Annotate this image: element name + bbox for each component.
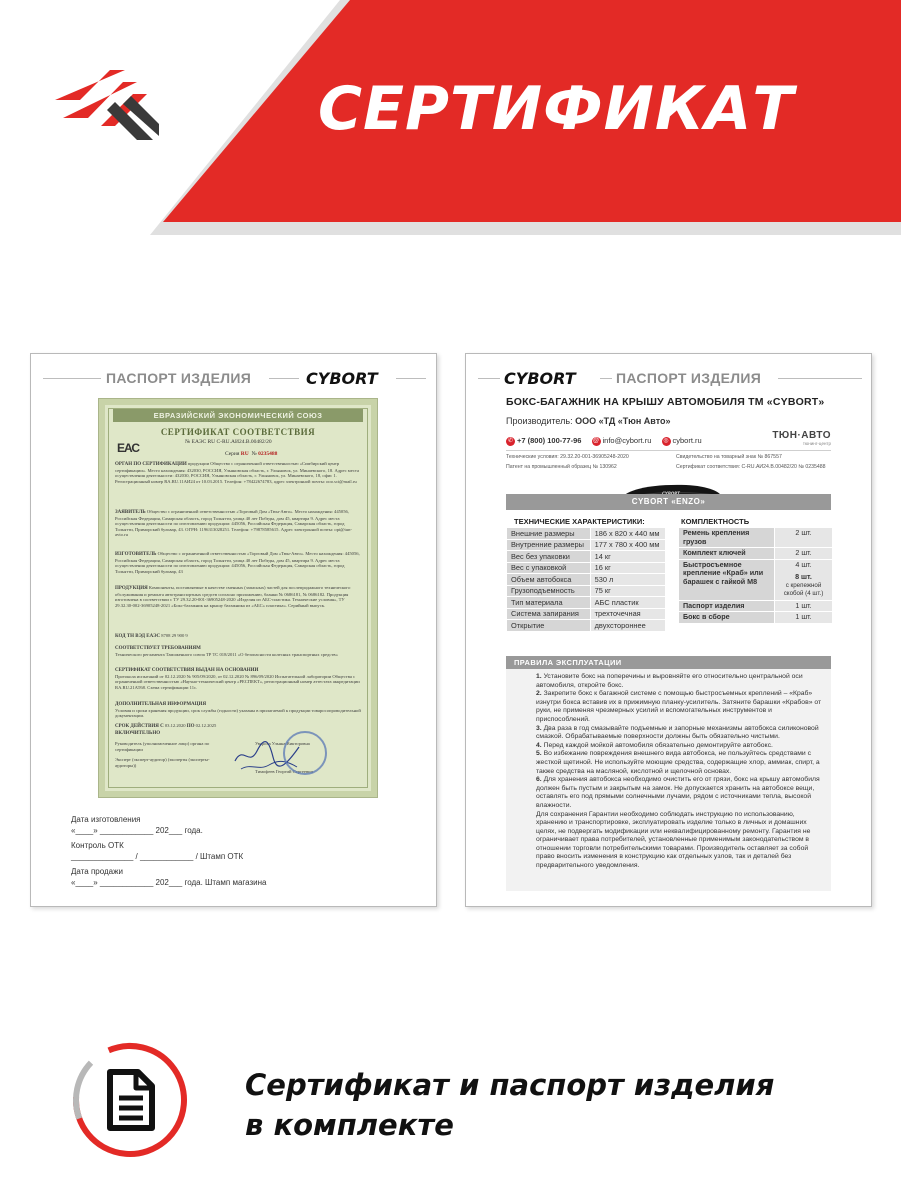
email[interactable]: info@cybort.ru xyxy=(602,436,652,445)
certificate-union: ЕВРАЗИЙСКИЙ ЭКОНОМИЧЕСКИЙ СОЮЗ xyxy=(113,409,363,422)
warranty-note: Для сохранения Гарантии необходимо соблюдать инструкцию по использованию, хранению и транспортировке, эксплуатировать изделие только в личных и домашних целях, не подвергать модификации или неквалифицированному ремонту. Гарантия не ограничивает права потребителей, установленные применимым законодательством в отношении торговли потребительскими товарами. Производитель оставляет за собой право вносить изменения в конструкцию как отдельных узлов, так и деталей без предварительного уведомления. xyxy=(536,810,811,870)
head-label: Руководитель (уполномоченное лицо) органа по сертификации xyxy=(115,741,210,752)
kit-item: Паспорт изделия xyxy=(679,600,775,612)
manufacture-date-field[interactable] xyxy=(71,814,203,836)
kit-row xyxy=(679,548,833,560)
qc-line: ______________ / ____________ / Штамп ОТК xyxy=(71,852,244,861)
passport-certificate-page xyxy=(30,353,437,907)
cert-additional-label: ДОПОЛНИТЕЛЬНАЯ ИНФОРМАЦИЯ xyxy=(115,702,207,707)
cert-authority-label: ОРГАН ПО СЕРТИФИКАЦИИ xyxy=(115,462,187,467)
kit-qty-note: с крепежной скобой (4 шт.) xyxy=(783,581,824,597)
kit-row xyxy=(679,528,833,548)
brand-logo: CYBORT xyxy=(306,369,378,388)
email-icon: @ xyxy=(592,437,600,444)
qc-field[interactable] xyxy=(71,840,243,862)
rule-item xyxy=(536,725,823,742)
cert-manufacturer-text: Общество с ограниченной ответственностью «Торговый Дом «Тюн-Авто». Место нахождения: 445056, Российская Федерация, Самарская область, город Тольятти, улица 40 лет Победы, дом 45, квартира 9. Адрес места осуществления деятельности по изготовлению продукции: 445056, Российская Федерация, Самарская область, город Тольятти, Приморский бульвар, 43 xyxy=(115,551,360,574)
spec-row xyxy=(507,597,666,609)
stamp-image xyxy=(283,731,327,775)
rule-number: 2. xyxy=(536,690,542,698)
rule-text: Для хранения автобокса необходимо очистить его от грязи, бокс на крышу автомобиля должен быть пустым и закрытым на замок. Не допускается хранить на автобоксе вещи, оставлять его под прямыми солнечными лучами, рядом с источниками тепла, высокой влажности. xyxy=(536,776,820,809)
cert-authority xyxy=(115,461,363,484)
certificate-number: № ЕАЭС RU C-RU.АИ24.В.00482/20 xyxy=(185,439,272,445)
spec-row xyxy=(507,551,666,563)
cert-expert-name: Тимофеев Георгий Сергеевич xyxy=(255,769,313,774)
phone-icon: ✆ xyxy=(507,437,514,444)
cert-product-label: ПРОДУКЦИЯ xyxy=(115,586,148,591)
cert-hs-code-value: 8708 29 900 9 xyxy=(161,633,188,638)
cert-basis-text: Протокола испытаний от 02.12.2020 № 905/09/2020, от 02.12.2020 № 896/09/2020 Испытательной лаборатории Общества с ограниченной ответственностью «Научно-технический центр «РЕСПЕКТ», регистрационный номер аттестата аккредитации RA.RU.21АТ68. Схема сертификации 11с. xyxy=(115,673,360,690)
cert-product-text: Компоненты, поставляемые в качестве сменных (запасных) частей для послепродажного технического обслуживания и ремонта автотранспортных средств согласно приложению, бланки № 0686181, № 0686182. Продукция изготовлена в соответствии с ТУ 29.32.20-001-36905248-2020 «Изделия из АБС-пластика. Технические условия», ТУ 29.32.30-002-36905248-2021 «Бокс-багажник на крышу багажника из «АБС» пластика». Серийный выпуск. xyxy=(115,585,351,608)
contacts xyxy=(506,436,710,446)
header-rule xyxy=(478,378,500,379)
spec-key: Грузоподъемность xyxy=(507,585,591,597)
caption-text xyxy=(245,1065,774,1145)
cert-authority-text: продукции Общество с ограниченной ответственностью «Симбирский центр сертификации». Место нахождения: 432030, РОССИЯ, Ульяновская область, г. Ульяновск, ул. Минаевского, 18. Адрес места осуществления деятельности: 432030, РОССИЯ, Ульяновская область, г. Ульяновск, ул. Минаевского, 18, офис 1. Регистрационный номер RA.RU.11АИ24 от 10.03.2015. Телефон: +78422674783, адрес электронной почты: ooo.sct@mail.ru xyxy=(115,461,359,484)
kit-table xyxy=(678,527,833,624)
spec-value: 186 х 820 х 440 мм xyxy=(590,528,665,540)
kit-qty: 2 шт. xyxy=(795,528,812,537)
rules-list xyxy=(506,669,831,891)
spec-row xyxy=(507,562,666,574)
cert-basis xyxy=(115,667,363,690)
sale-date-field[interactable] xyxy=(71,866,267,888)
rule-item xyxy=(536,690,823,724)
spec-key: Открытие xyxy=(507,620,591,632)
website[interactable]: cybort.ru xyxy=(672,436,702,445)
spec-row xyxy=(507,620,666,632)
caption-line-2: в комплекте xyxy=(245,1108,454,1142)
spec-value: 530 л xyxy=(590,574,665,586)
cert-additional-text: Условия и сроки хранения продукции, срок службы (годности) указаны в прилагаемой к продукции товаросопроводительной документации. xyxy=(115,707,361,719)
model-name: CYBORT «ENZO» xyxy=(506,494,831,510)
manufacturer-label: Производитель: xyxy=(506,416,573,426)
header-rule xyxy=(778,378,862,379)
rule-text: Закрепите бокс к багажной системе с помощью быстросъемных креплений – «Краб» изнутри бокса вставив их в прижимную планку-усилитель. Затяните барашки «Крабов» от руки, не применяя чрезмерных усилий и вспомогательных инструментов и приспособлений. xyxy=(536,690,822,723)
eac-mark: ЕАС xyxy=(117,441,140,455)
cert-hs-code-label: КОД ТН ВЭД ЕАЭС xyxy=(115,634,161,639)
bottom-caption xyxy=(0,1020,901,1170)
kit-item: Быстросъемное крепление «Краб» или барашек с гайкой М8 xyxy=(679,559,775,600)
manufacturer xyxy=(506,416,671,426)
cert-applicant xyxy=(115,509,363,538)
banner-title: СЕРТИФИКАТ xyxy=(318,74,795,144)
partner-logo xyxy=(772,430,831,446)
rule-text: Установите бокс на поперечины и выровняйте его относительно центральной оси автомобиля, откройте бокс. xyxy=(536,673,803,689)
rule-number: 6. xyxy=(536,776,542,784)
product-passport-page xyxy=(465,353,872,907)
rule-item xyxy=(536,673,823,690)
tech-conditions: Технические условия: 29.32.20-001-36905248-2020 xyxy=(506,454,629,460)
divider xyxy=(506,450,831,451)
spec-value: АБС пластик xyxy=(590,597,665,609)
kit-qty: 4 шт. xyxy=(795,559,812,569)
cert-requirements-label: СООТВЕТСТВУЕТ ТРЕБОВАНИЯМ xyxy=(115,646,201,651)
header-rule xyxy=(396,378,426,379)
spec-value: двухстороннее xyxy=(590,620,665,632)
spec-row xyxy=(507,585,666,597)
header-rule xyxy=(600,378,612,379)
page-header xyxy=(31,370,436,388)
cert-expert xyxy=(115,757,221,768)
cert-head-name: Уварова Ульяна Викторовна xyxy=(255,741,310,746)
spec-value: 16 кг xyxy=(590,562,665,574)
specs-title: ТЕХНИЧЕСКИЕ ХАРАКТЕРИСТИКИ: xyxy=(514,517,645,526)
spec-value: 14 кг xyxy=(590,551,665,563)
conformity-cert: Сертификат соответствия: C-RU.АИ24.В.00482/20 № 0235488 xyxy=(676,464,826,470)
rule-number: 3. xyxy=(536,724,542,732)
product-title: БОКС-БАГАЖНИК НА КРЫШУ АВТОМОБИЛЯ ТМ «CYBORT» xyxy=(506,396,825,408)
header-rule xyxy=(269,378,299,379)
cert-basis-label: СЕРТИФИКАТ СООТВЕТСТВИЯ ВЫДАН НА ОСНОВАНИИ xyxy=(115,668,259,673)
series-label: Серия xyxy=(225,451,240,457)
qc-label: Контроль ОТК xyxy=(71,841,124,850)
valid-to-label: ПО xyxy=(186,724,195,729)
kit-row xyxy=(679,612,833,624)
specs-table xyxy=(506,527,666,632)
rule-item xyxy=(536,776,823,810)
spec-key: Объем автобокса xyxy=(507,574,591,586)
header-label: ПАСПОРТ ИЗДЕЛИЯ xyxy=(616,370,762,386)
spec-row xyxy=(507,574,666,586)
rule-number: 5. xyxy=(536,750,542,758)
series-value: RU xyxy=(240,451,249,457)
rule-text: Перед каждой мойкой автомобиля обязательно демонтируйте автобокс. xyxy=(543,741,773,749)
cert-applicant-label: ЗАЯВИТЕЛЬ xyxy=(115,510,146,515)
cert-additional xyxy=(115,701,363,719)
cert-requirements-text: Технического регламента Таможенного союза ТР ТС 018/2011 «О безопасности колесных транспортных средств» xyxy=(115,651,338,657)
spec-key: Тип материала xyxy=(507,597,591,609)
sale-date-label: Дата продажи xyxy=(71,867,123,876)
header-banner xyxy=(0,0,901,235)
cert-validity xyxy=(115,723,363,736)
kit-quantity xyxy=(775,559,833,600)
expert-label: Эксперт (эксперт-аудитор) (эксперты (эксперты-аудиторы)) xyxy=(115,757,210,768)
manufacture-date-line: «____» ____________ 202___ года. xyxy=(71,826,203,835)
valid-from: 03.12.2020 xyxy=(164,723,186,728)
cert-product xyxy=(115,585,363,608)
certificate-image xyxy=(99,399,377,797)
inclusive-label: ВКЛЮЧИТЕЛЬНО xyxy=(115,730,161,736)
valid-to: 02.12.2025 xyxy=(195,723,217,728)
globe-icon: ◎ xyxy=(663,437,669,444)
kit-qty-alt: 8 шт. xyxy=(795,572,812,581)
rules-title: ПРАВИЛА ЭКСПЛУАТАЦИИ xyxy=(506,656,831,669)
cert-hs-code xyxy=(115,633,363,640)
spec-value: 177 х 780 х 400 мм xyxy=(590,539,665,551)
spec-key: Внешние размеры xyxy=(507,528,591,540)
spec-key: Вес без упаковки xyxy=(507,551,591,563)
spec-value: 75 кг xyxy=(590,585,665,597)
kit-item: Ремень крепления грузов xyxy=(679,528,775,548)
kit-quantity xyxy=(775,548,833,560)
rule-number: 1. xyxy=(536,673,542,680)
kit-title: КОМПЛЕКТНОСТЬ xyxy=(681,517,750,526)
kit-qty: 1 шт. xyxy=(795,612,812,621)
spec-key: Система запирания xyxy=(507,608,591,620)
certificate-series: Серия RU № 0235488 xyxy=(225,451,278,457)
brand-logo-icon xyxy=(55,70,165,150)
document-icon xyxy=(72,1042,188,1158)
certificate-title: СЕРТИФИКАТ СООТВЕТСТВИЯ xyxy=(160,427,316,437)
header-label: ПАСПОРТ ИЗДЕЛИЯ xyxy=(106,370,252,386)
spec-row xyxy=(507,539,666,551)
kit-item: Комплект ключей xyxy=(679,548,775,560)
kit-qty: 2 шт. xyxy=(795,548,812,557)
page-header xyxy=(466,370,871,388)
caption-line-1: Сертификат и паспорт изделия xyxy=(245,1068,775,1102)
spec-value: трехточечная xyxy=(590,608,665,620)
spec-key: Внутренние размеры xyxy=(507,539,591,551)
cert-manufacturer-label: ИЗГОТОВИТЕЛЬ xyxy=(115,552,157,557)
rule-number: 4. xyxy=(536,741,542,749)
spec-row xyxy=(507,608,666,620)
spec-row xyxy=(507,528,666,540)
kit-quantity xyxy=(775,612,833,624)
rule-text: Во избежание повреждения внешнего вида автобокса, не пользуйтесь средствами с жесткой щетиной. Не используйте моющие средства, содержащие хлор, аммиак, спирт, а также средства на масляной, кислотной и щелочной основах. xyxy=(536,750,820,775)
trademark-cert: Свидетельство на товарный знак № 867557 xyxy=(676,454,782,460)
cert-applicant-text: Общество с ограниченной ответственностью «Торговый Дом «Тюн-Авто». Место нахождения: 445056, Российская Федерация, Самарская область, город Тольятти, улица 40 лет Победы, дом 45, квартира 9. Адрес места осуществления деятельности по изготовлению продукции: 445056, Российская Федерация, Самарская область, город Тольятти, Приморский бульвар, 43. ОГРН: 1196313028251. Телефон: +79878585615. Адрес электронной почты: opt@tun-avto.ru xyxy=(115,509,352,538)
cert-manufacturer xyxy=(115,551,363,574)
phone[interactable]: +7 (800) 100-77-96 xyxy=(517,436,582,445)
rule-text: Два раза в год смазывайте подъемные и запорные механизмы автобокса силиконовой смазкой. Обрабатываемые поверхности должны быть обязательно чистыми. xyxy=(536,724,819,741)
kit-item: Бокс в сборе xyxy=(679,612,775,624)
cert-requirements xyxy=(115,645,363,657)
kit-row xyxy=(679,559,833,600)
design-patent: Патент на промышленный образец № 130962 xyxy=(506,464,617,470)
validity-label: СРОК ДЕЙСТВИЯ С xyxy=(115,724,164,729)
kit-row xyxy=(679,600,833,612)
spec-key: Вес с упаковкой xyxy=(507,562,591,574)
cert-head xyxy=(115,741,221,752)
kit-quantity xyxy=(775,528,833,548)
manufacturer-name: ООО «ТД «Тюн Авто» xyxy=(575,416,671,426)
partner-logo-text: ТЮН·АВТО xyxy=(772,430,831,441)
header-rule xyxy=(43,378,101,379)
kit-qty: 1 шт. xyxy=(795,600,812,610)
series-number: 0235488 xyxy=(258,451,278,457)
brand-logo: CYBORT xyxy=(504,369,576,388)
sale-date-line: «____» ____________ 202___ года. Штамп магазина xyxy=(71,878,267,887)
manufacture-date-label: Дата изготовления xyxy=(71,815,141,824)
kit-quantity xyxy=(775,600,833,612)
partner-logo-sub: тюнинг-центр xyxy=(802,441,831,446)
rule-item xyxy=(536,750,823,776)
